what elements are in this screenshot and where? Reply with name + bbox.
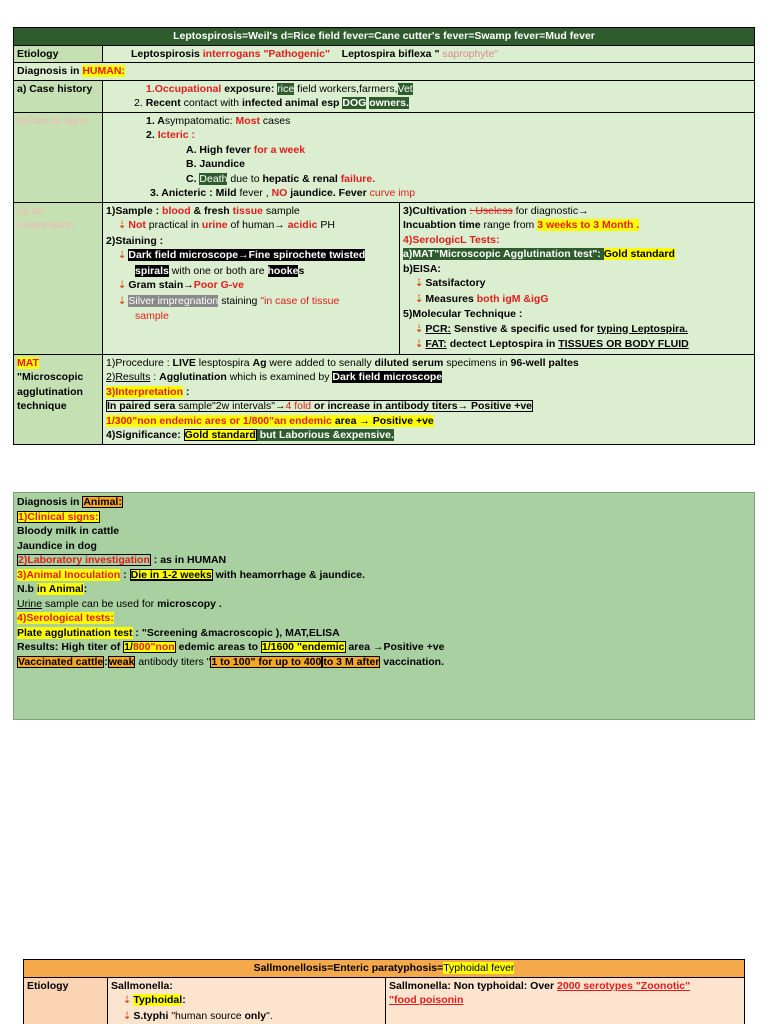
etiology-content: Leptospirosis interrogans "Pathogenic" Leptospira biflexa " saprophyte" <box>103 45 755 63</box>
mat-content: 1)Procedure : LIVE lesptospira Ag were added to senally diluted serum specimens in 96-well paltes 2)Results : Agglutination which is examined by Dark field microscope 3)Interpretation : In paired sera sample"2w intervals"→4 fold or increase in antibody titers→ Positive +ve 1/300"non endemic ares or 1/800"an endemic area → Positive +ve 4)Significance: Gold standard but Laborious &expensive. <box>103 354 755 444</box>
clinical-signs-label: b)Clinical signs <box>14 112 103 202</box>
clinical-signs-content: 1. Asympatomatic: Most cases 2. Icteric : A. High fever for a week B. Jaundice C. Death due to hepatic & renal failure. 3. Anicteric : Mild fever , NO jaundice. Fever curve imp <box>103 112 755 202</box>
leptospirosis-table <box>13 27 755 445</box>
case-history-content: 1.Occupational exposure: rice field workers,farmers,Vet 2. Recent contact with infected animal esp DOG owners. <box>103 80 755 112</box>
salmonellosis-table <box>23 959 745 1024</box>
bullet-arrow-icon: ⇣ <box>118 295 127 307</box>
bullet-arrow-icon: ⇣ <box>118 220 127 231</box>
bullet-arrow-icon: ⇣ <box>415 278 424 289</box>
mat-label: MAT "Microscopic agglutination technique <box>14 354 103 444</box>
bullet-arrow-icon: ⇣ <box>415 339 424 350</box>
lab-examination-left: 1)Sample : blood & fresh tissue sample ⇣ Not practical in urine of human→ acidic PH 2)Staining : ⇣ Dark field microscope→Fine spirochete twisted spirals with one or both are hookes ⇣ Gram stain→Poor G-ve ⇣ Silver impregnation staining "in case of tissue sample <box>103 202 400 354</box>
diagnosis-human-heading: Diagnosis in HUMAN: <box>14 63 755 81</box>
bullet-arrow-icon: ⇣ <box>123 995 132 1006</box>
salmo-etiology-label: Etiology <box>24 977 108 1024</box>
lab-examination-label: c)Lab examination <box>14 202 103 354</box>
bullet-arrow-icon: ⇣ <box>415 293 424 305</box>
bullet-arrow-icon: ⇣ <box>415 323 424 335</box>
lab-examination-right: 3)Cultivation : Useless for diagnostic→ Incuabtion time range from 3 weeks to 3 Month . 4)SerologicL Tests: a)MAT"Microscopic Agglutination test": Gold standard b)EISA: ⇣ Satsifactory ⇣ Measures both igM &igG 5)Molecular Technique : ⇣ PCR: Senstive & specific used for typing Leptospira. ⇣ FAT: dectect Leptospira in TISSUES OR BODY FLUID <box>400 202 755 354</box>
bullet-arrow-icon: ⇣ <box>118 250 127 261</box>
case-history-label: a) Case history <box>14 80 103 112</box>
salmo-etiology-left: Sallmonella: ⇣ Typhoidal: ⇣ S.typhi "human source only". <box>108 977 386 1024</box>
diagnosis-animal-box: Diagnosis in Animal: 1)Clinical signs: Bloody milk in cattle Jaundice in dog 2)Laboratory investigation : as in HUMAN 3)Animal Inoculation : Die in 1-2 weeks with heamorrhage & jaundice. N.b in Animal: Urine sample can be used for microscopy . 4)Serological tests: Plate agglutination test : "Screening &macroscopic ), MAT,ELISA Results: High titer of 1/800"non edemic areas to 1/1600 "endemic area →Positive +ve Vaccinated cattle:weak antibody titers "1 to 100" for up to 400 to 3 M after vaccination. <box>13 492 755 720</box>
salmo-etiology-right: Sallmonella: Non typhoidal: Over 2000 serotypes "Zoonotic" "food poisonin <box>386 977 745 1024</box>
etiology-label: Etiology <box>14 45 103 63</box>
salmonellosis-title: Sallmonellosis=Enteric paratyphosis=Typhoidal fever <box>24 960 745 978</box>
bullet-arrow-icon: ⇣ <box>123 1010 132 1022</box>
bullet-arrow-icon: ⇣ <box>118 280 127 291</box>
leptospirosis-title: Leptospirosis=Weil's d=Rice field fever=Cane cutter's fever=Swamp fever=Mud fever <box>14 28 755 46</box>
